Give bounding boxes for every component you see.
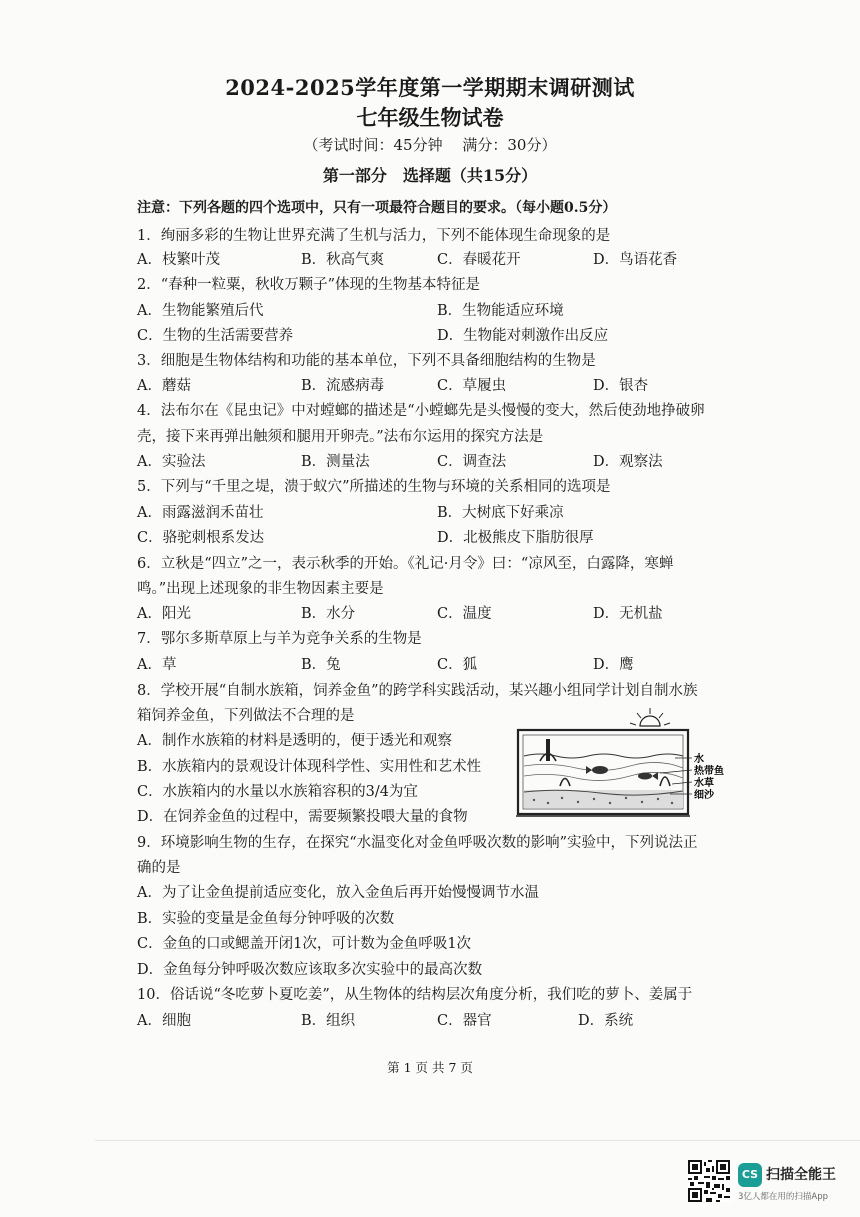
scanner-tagline: 3亿人都在用的扫描App <box>738 1192 829 1202</box>
question-3-option-b: B．流感病毒 <box>301 378 385 394</box>
question-10-stem: 10．俗话说“冬吃萝卜夏吃姜”，从生物体的结构层次角度分析，我们吃的萝卜、姜属于 <box>137 987 693 1003</box>
sun-icon <box>630 708 670 726</box>
question-4-option-d: D．观察法 <box>593 454 663 470</box>
question-6-option-c: C．温度 <box>437 606 492 622</box>
instructions: 注意：下列各题的四个选项中，只有一项最符合题目的要求。（每小题0.5分） <box>137 200 617 216</box>
question-10-option-c: C．器官 <box>437 1013 492 1029</box>
question-3-option-d: D．银杏 <box>593 378 649 394</box>
divider <box>95 1140 860 1141</box>
question-8-option-c: C．水族箱内的水量以水族箱容积的3/4为宜 <box>137 784 418 800</box>
aquarium-figure <box>510 706 725 821</box>
question-2-option-a: A．生物能繁殖后代 <box>137 303 264 319</box>
question-1-option-b: B．秋高气爽 <box>301 252 385 268</box>
question-2-option-c: C．生物的生活需要营养 <box>137 328 294 344</box>
question-6-option-a: A．阳光 <box>137 606 191 622</box>
qr-code-icon <box>688 1160 730 1202</box>
question-5-option-d: D．北极熊皮下脂肪很厚 <box>437 530 594 546</box>
question-8-stem-line2: 箱饲养金鱼，下列做法不合理的是 <box>137 708 355 724</box>
question-5-option-c: C．骆驼刺根系发达 <box>137 530 265 546</box>
question-2-option-d: D．生物能对刺激作出反应 <box>437 328 609 344</box>
label-water: 水 <box>694 754 704 765</box>
question-3-option-c: C．草履虫 <box>437 378 507 394</box>
question-1-option-a: A．枝繁叶茂 <box>137 252 220 268</box>
exam-meta: （考试时间：45分钟 满分：30分） <box>303 136 557 154</box>
question-1-option-c: C．春暖花开 <box>437 252 521 268</box>
question-1-option-d: D．鸟语花香 <box>593 252 678 268</box>
question-3-option-a: A．蘑菇 <box>137 378 191 394</box>
question-3-stem: 3．细胞是生物体结构和功能的基本单位，下列不具备细胞结构的生物是 <box>137 353 596 369</box>
question-5-option-b: B．大树底下好乘凉 <box>437 505 564 521</box>
camscanner-logo-icon: CS <box>738 1163 762 1187</box>
question-7-stem: 7．鄂尔多斯草原上与羊为竞争关系的生物是 <box>137 631 422 647</box>
label-fish: 热带鱼 <box>694 766 724 777</box>
question-8-option-b: B．水族箱内的景观设计体现科学性、实用性和艺术性 <box>137 759 482 775</box>
question-6-option-b: B．水分 <box>301 606 356 622</box>
scanner-app-name: 扫描全能王 <box>766 1167 836 1183</box>
water-plant <box>546 739 550 761</box>
question-9-stem-line1: 9．环境影响生物的生存，在探究“水温变化对金鱼呼吸次数的影响”实验中，下列说法正 <box>137 835 698 851</box>
question-9-stem-line2: 确的是 <box>137 860 181 876</box>
question-8-option-d: D．在饲养金鱼的过程中，需要频繁投喂大量的食物 <box>137 809 468 825</box>
question-7-option-c: C．狐 <box>437 657 478 673</box>
question-1-stem: 1．绚丽多彩的生物让世界充满了生机与活力，下列不能体现生命现象的是 <box>137 228 611 244</box>
question-7-option-a: A．草 <box>137 657 177 673</box>
question-4-option-c: C．调查法 <box>437 454 507 470</box>
question-9-option-b: B．实验的变量是金鱼每分钟呼吸的次数 <box>137 911 395 927</box>
question-9-option-c: C．金鱼的口或鳃盖开闭1次，可计数为金鱼呼吸1次 <box>137 936 472 952</box>
question-4-stem-line2: 壳，接下来再弹出触须和腿用开卵壳。”法布尔运用的探究方法是 <box>137 429 544 445</box>
question-9-option-d: D．金鱼每分钟呼吸次数应该取多次实验中的最高次数 <box>137 962 483 978</box>
question-4-stem-line1: 4．法布尔在《昆虫记》中对螳螂的描述是“小螳螂先是头慢慢的变大，然后使劲地挣破卵 <box>137 403 705 419</box>
question-7-option-d: D．鹰 <box>593 657 634 673</box>
question-6-stem-line1: 6．立秋是“四立”之一，表示秋季的开始。《礼记·月令》曰：“凉风至，白露降，寒蝉 <box>137 556 674 572</box>
question-4-option-a: A．实验法 <box>137 454 206 470</box>
question-8-stem-line1: 8．学校开展“自制水族箱，饲养金鱼”的跨学科实践活动，某兴趣小组同学计划自制水族 <box>137 683 698 699</box>
question-10-option-b: B．组织 <box>301 1013 356 1029</box>
question-4-option-b: B．测量法 <box>301 454 370 470</box>
exam-subtitle: 七年级生物试卷 <box>356 105 504 130</box>
question-8-option-a: A．制作水族箱的材料是透明的，便于透光和观察 <box>137 733 452 749</box>
question-5-stem: 5．下列与“千里之堤，溃于蚁穴”所描述的生物与环境的关系相同的选项是 <box>137 479 611 495</box>
question-2-option-b: B．生物能适应环境 <box>437 303 564 319</box>
question-6-stem-line2: 鸣。”出现上述现象的非生物因素主要是 <box>137 581 384 597</box>
question-10-option-a: A．细胞 <box>137 1013 191 1029</box>
page-footer: 第 1 页 共 7 页 <box>387 1060 473 1075</box>
exam-title: 2024-2025学年度第一学期期末调研测试 <box>225 75 635 100</box>
question-2-stem: 2．“春种一粒粟，秋收万颗子”体现的生物基本特征是 <box>137 277 481 293</box>
question-10-option-d: D．系统 <box>578 1013 634 1029</box>
label-plant: 水草 <box>694 778 714 789</box>
question-9-option-a: A．为了让金鱼提前适应变化，放入金鱼后再开始慢慢调节水温 <box>137 885 539 901</box>
question-6-option-d: D．无机盐 <box>593 606 663 622</box>
question-5-option-a: A．雨露滋润禾苗壮 <box>137 505 264 521</box>
question-7-option-b: B．兔 <box>301 657 341 673</box>
section-title: 第一部分 选择题（共15分） <box>322 166 538 185</box>
label-sand: 细沙 <box>694 790 714 801</box>
